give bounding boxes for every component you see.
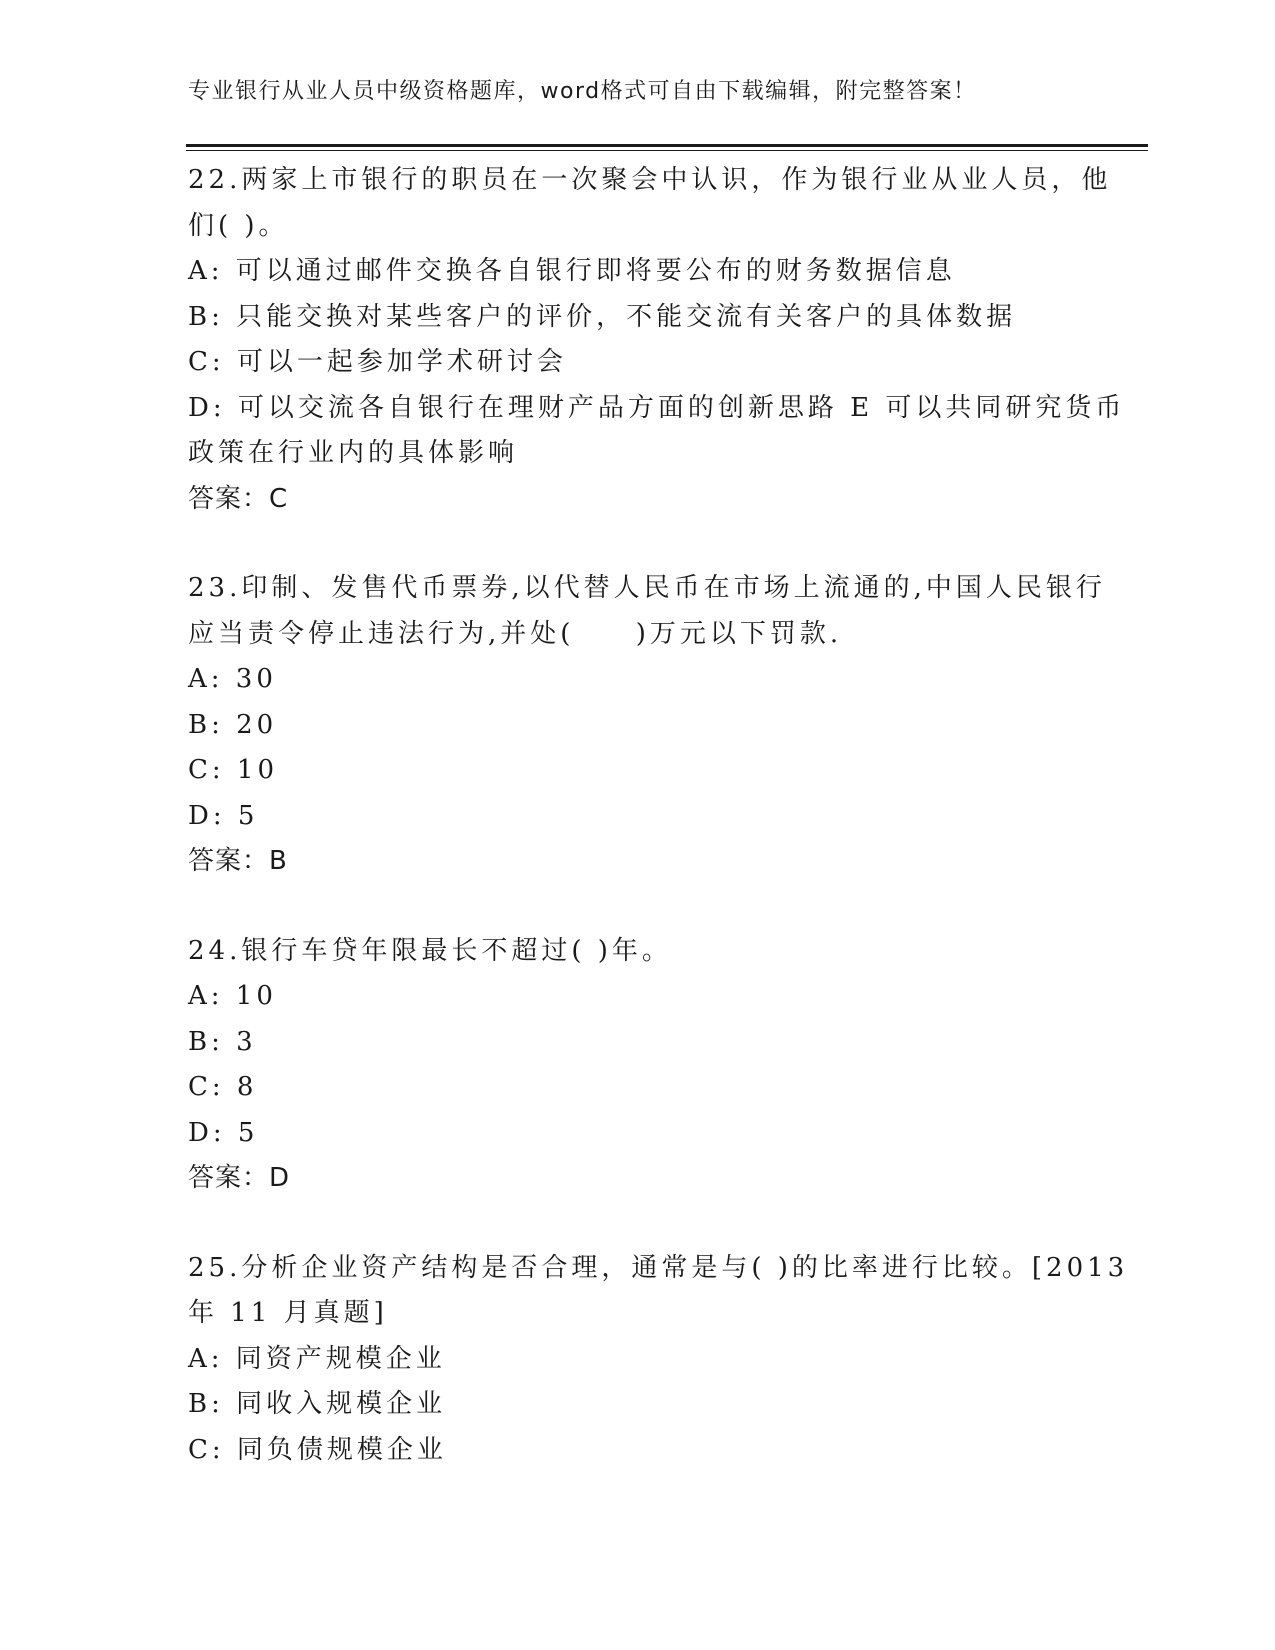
option-d: D: 可以交流各自银行在理财产品方面的创新思路 E 可以共同研究货币 xyxy=(188,392,1126,423)
question-23 xyxy=(188,566,1106,885)
option-b: B: 3 xyxy=(188,1026,257,1057)
option-d: D: 5 xyxy=(188,800,259,831)
question-stem-line: 25.分析企业资产结构是否合理，通常是与( )的比率进行比较。[2013 xyxy=(188,1252,1129,1283)
header-rule-thick xyxy=(186,144,1148,147)
answer-label: 答案：B xyxy=(188,846,288,876)
option-a: A: 可以通过邮件交换各自银行即将要公布的财务数据信息 xyxy=(188,256,956,286)
question-stem-line: 应当责令停止违法行为,并处( )万元以下罚款. xyxy=(188,618,843,649)
option-b: B: 20 xyxy=(188,709,278,740)
question-22 xyxy=(188,158,1126,522)
option-c: C: 可以一起参加学术研讨会 xyxy=(188,347,567,377)
question-stem-line: 年 11 月真题] xyxy=(188,1298,388,1328)
header-rule-thin xyxy=(186,150,1148,151)
question-stem-line: 23.印制、发售代币票券,以代替人民币在市场上流通的,中国人民银行 xyxy=(188,573,1106,603)
question-list xyxy=(188,158,1129,1517)
question-25 xyxy=(188,1246,1129,1474)
option-b: B: 同收入规模企业 xyxy=(188,1389,447,1419)
option-c: C: 同负债规模企业 xyxy=(188,1434,447,1465)
option-c: C: 8 xyxy=(188,1072,258,1102)
answer-label: 答案：D xyxy=(188,1163,291,1193)
option-c: C: 10 xyxy=(188,755,279,785)
question-stem-line: 22.两家上市银行的职员在一次聚会中认识，作为银行业从业人员，他 xyxy=(188,165,1112,195)
option-d-continued: 政策在行业内的具体影响 xyxy=(188,438,519,468)
page-header: 专业银行从业人员中级资格题库，word格式可自由下载编辑，附完整答案！ xyxy=(188,79,977,104)
option-a: A: 30 xyxy=(188,664,277,694)
answer-label: 答案：C xyxy=(188,483,289,514)
option-a: A: 同资产规模企业 xyxy=(188,1343,446,1374)
option-d: D: 5 xyxy=(188,1117,259,1148)
option-b: B: 只能交换对某些客户的评价，不能交流有关客户的具体数据 xyxy=(188,301,1017,332)
question-24 xyxy=(188,929,1088,1202)
option-a: A: 10 xyxy=(188,981,277,1011)
question-stem-line: 们( )。 xyxy=(188,210,289,241)
question-stem-line: 24.银行车贷年限最长不超过( )年。 xyxy=(188,935,672,966)
